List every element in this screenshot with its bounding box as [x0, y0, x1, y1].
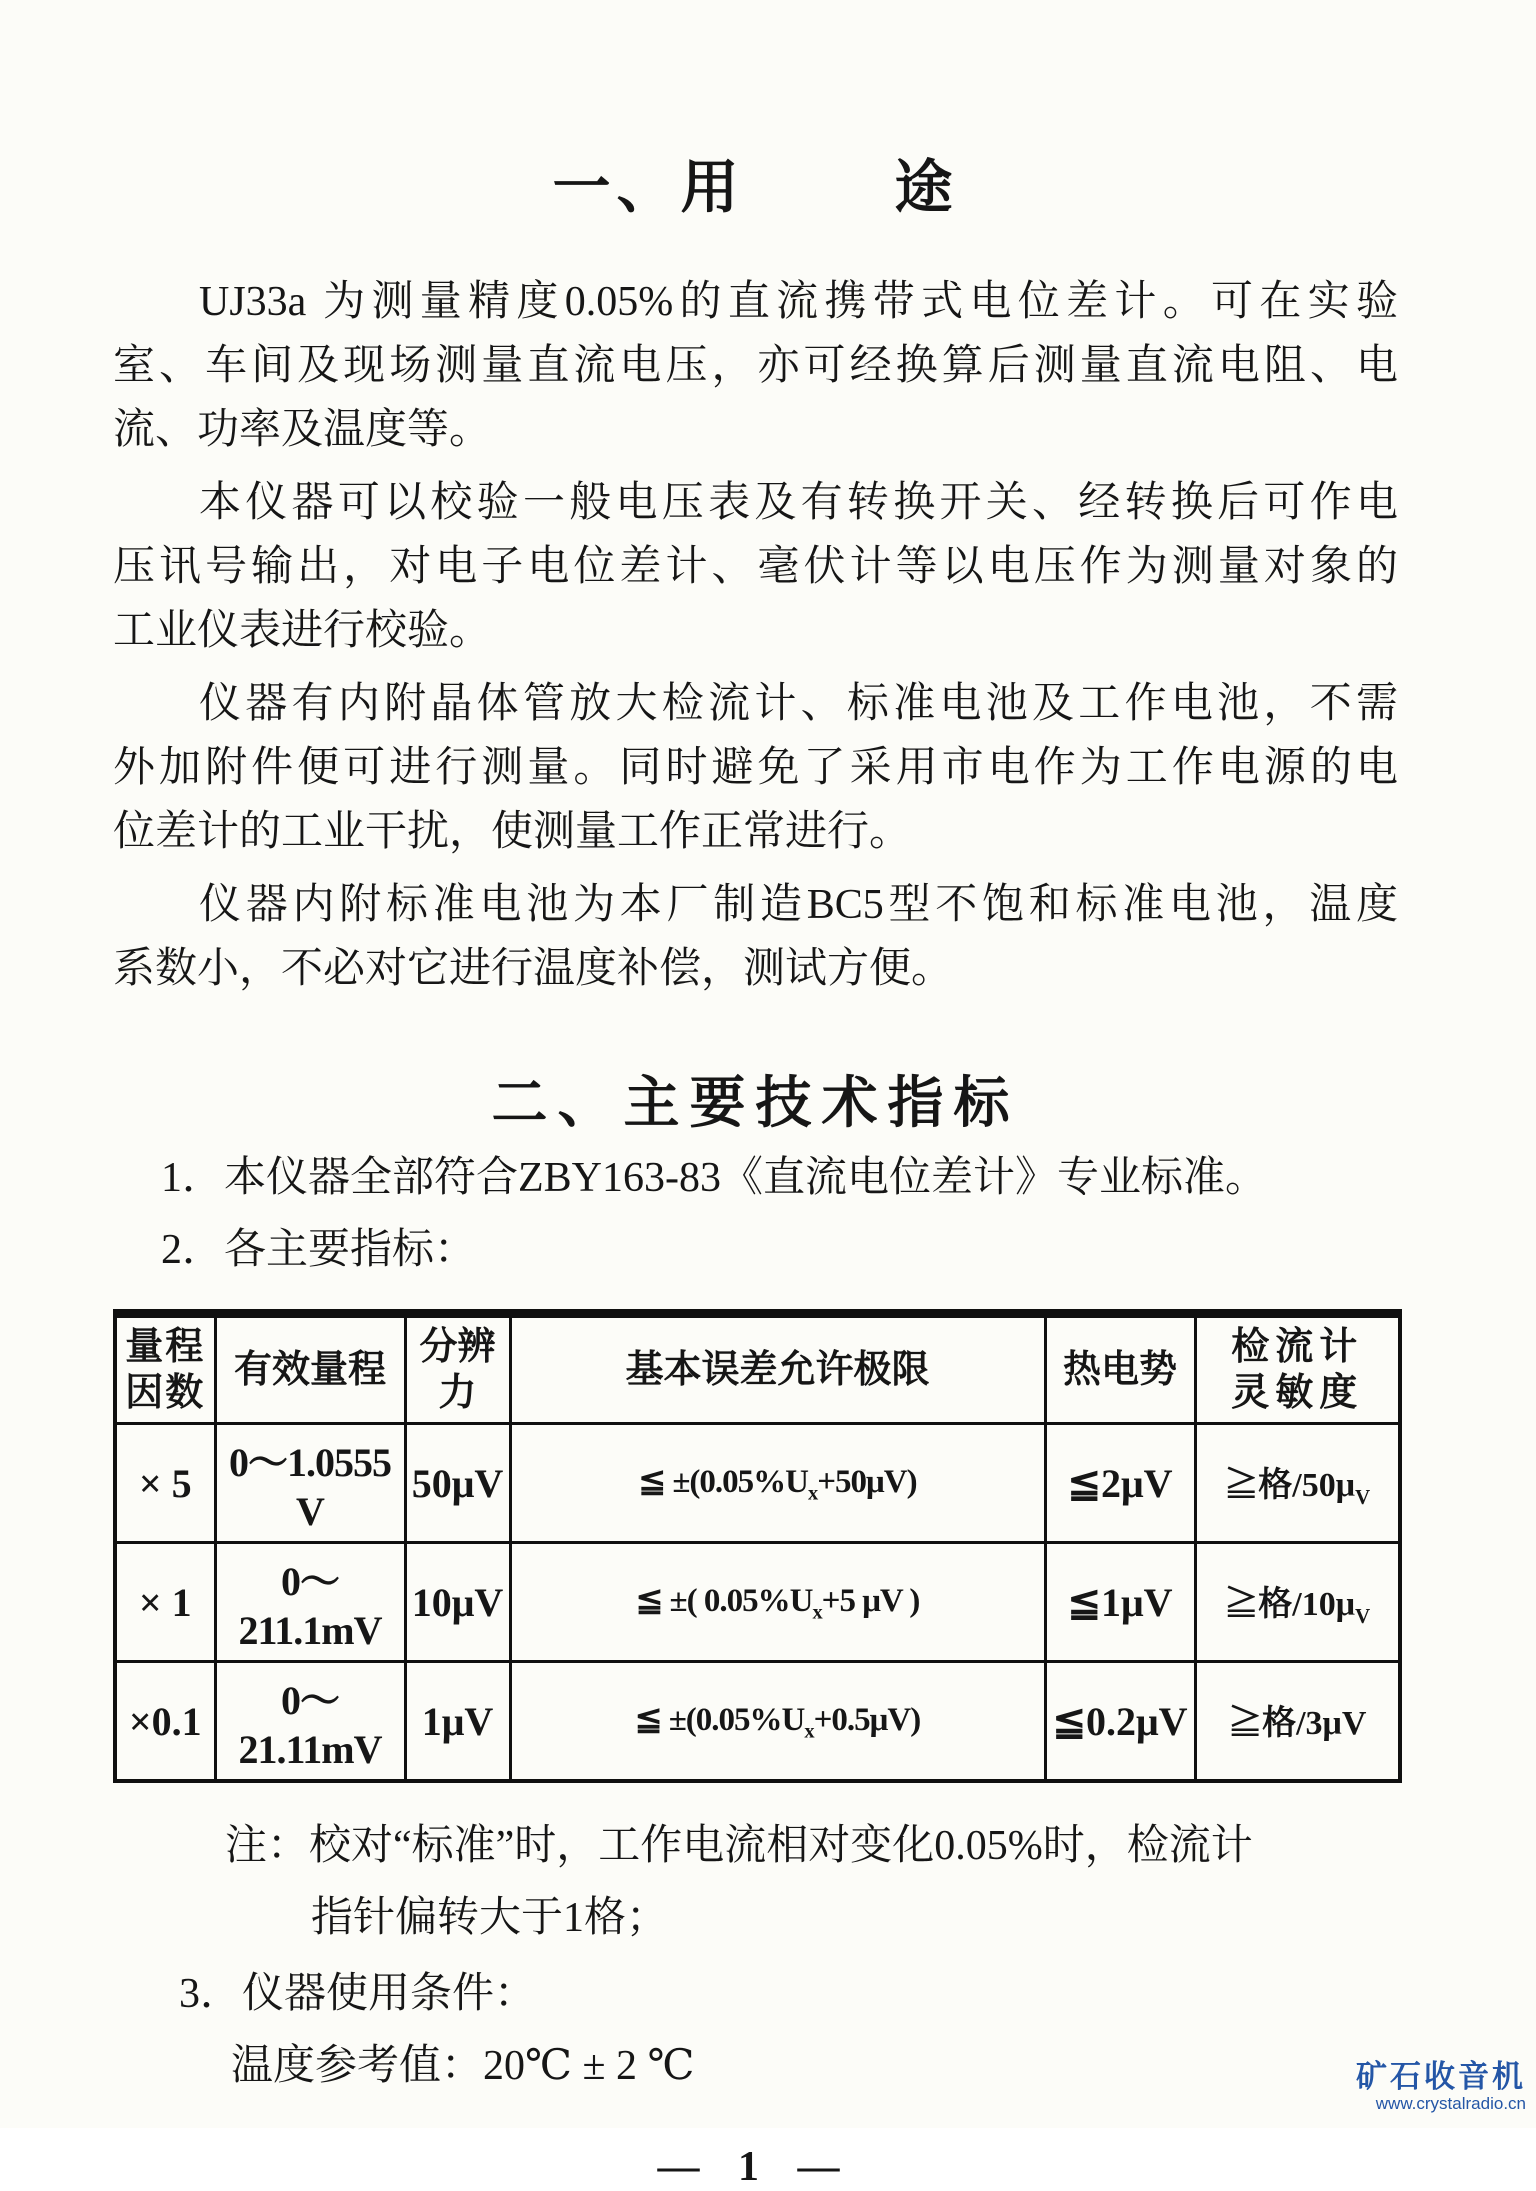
- section1-title: [113, 0, 1398, 224]
- section2-number: 二、: [491, 1073, 624, 1135]
- sensitivity-sub: V: [1355, 1484, 1371, 1509]
- table-header-row: [115, 1314, 1400, 1424]
- paragraph: [113, 471, 1398, 663]
- cell-resolution: 10μV: [405, 1543, 510, 1662]
- text-line: 工业仪表进行校验。: [113, 608, 492, 654]
- cell-error-limit: [510, 1662, 1045, 1782]
- text-line: 系数小，不必对它进行温度补偿，测试方便。: [113, 946, 954, 992]
- text-line: 本仪器可以校验一般电压表及有转换开关、经转换后可作电: [199, 480, 1398, 526]
- text-line: 压讯号输出，对电子电位差计、毫伏计等以电压作为测量对象的: [113, 544, 1398, 590]
- section1-title-word2: 途: [894, 155, 959, 220]
- list-item-2: 2．各主要指标：: [161, 1227, 477, 1273]
- watermark-site-name: 矿石收音机: [1356, 2058, 1526, 2094]
- sensitivity-sub: V: [1355, 1603, 1371, 1628]
- header-thermal-emf: 热电势: [1045, 1314, 1195, 1424]
- temperature-reference-line: 温度参考值：20℃ ± 2 ℃: [231, 2043, 695, 2089]
- text-line: 仪器内附标准电池为本厂制造BC5型不饱和标准电池，温度: [199, 882, 1398, 928]
- cell-error-limit: [510, 1424, 1045, 1543]
- header-line: 灵敏度: [1231, 1372, 1364, 1414]
- paragraph: [113, 270, 1398, 462]
- cell-sensitivity: [1195, 1424, 1400, 1543]
- cell-range-factor: × 1: [115, 1543, 215, 1662]
- cell-sensitivity: [1195, 1543, 1400, 1662]
- sensitivity-part: ≧格/3μV: [1228, 1704, 1367, 1742]
- sensitivity-part: ≧格/10μ: [1224, 1585, 1355, 1623]
- page-number: — 1 —: [657, 2144, 854, 2190]
- header-galvanometer-sensitivity: [1195, 1314, 1400, 1424]
- section1-title-word1: 用: [680, 155, 745, 220]
- text-line: UJ33a 为测量精度0.05%的直流携带式电位差计。可在实验: [199, 279, 1398, 325]
- error-formula-part: +50μV): [817, 1463, 917, 1500]
- paragraph: [113, 873, 1398, 1001]
- table-row: [115, 1424, 1400, 1543]
- section1-number: 一、: [552, 155, 681, 220]
- table-note-line2: 指针偏转大于1格；: [311, 1895, 669, 1941]
- cell-range-factor: ×0.1: [115, 1662, 215, 1782]
- error-formula-part: ≦ ±(0.05%U: [634, 1701, 805, 1738]
- header-resolution: 分辨力: [405, 1314, 510, 1424]
- cell-effective-range: 0～21.11mV: [215, 1662, 405, 1782]
- page-content: [113, 0, 1398, 2191]
- error-formula-sub: x: [808, 1482, 818, 1505]
- text-line: 外加附件便可进行测量。同时避免了采用市电作为工作电源的电: [113, 745, 1398, 791]
- note-text: 校对“标准”时，工作电流相对变化0.05%时，检流计: [309, 1823, 1253, 1869]
- cell-resolution: 50μV: [405, 1424, 510, 1543]
- error-formula-part: +0.5μV): [813, 1701, 921, 1738]
- watermark: [1356, 2059, 1526, 2114]
- list-item-3: 3．仪器使用条件：: [179, 1971, 537, 2017]
- error-formula-part: ≦ ±(0.05%U: [638, 1463, 809, 1500]
- sensitivity-part: ≧格/50μ: [1224, 1466, 1355, 1504]
- header-line: 量程: [125, 1326, 206, 1368]
- cell-resolution: 1μV: [405, 1662, 510, 1782]
- paragraph: [113, 672, 1398, 864]
- text-line: 仪器有内附晶体管放大检流计、标准电池及工作电池，不需: [199, 681, 1398, 727]
- cell-thermal-emf: ≦0.2μV: [1045, 1662, 1195, 1782]
- error-formula-sub: x: [812, 1601, 822, 1624]
- cell-error-limit: [510, 1543, 1045, 1662]
- error-formula-sub: x: [804, 1720, 814, 1743]
- section2-title-text: 主要技术指标: [623, 1073, 1020, 1135]
- table-note-line1: [225, 1813, 1398, 1879]
- watermark-site-url: www.crystalradio.cn: [1375, 2094, 1526, 2114]
- section2-title: [113, 1059, 1398, 1139]
- error-formula-part: +5 μV ): [821, 1582, 920, 1619]
- note-label: 注：: [225, 1823, 310, 1869]
- header-error-limit: 基本误差允许极限: [510, 1314, 1045, 1424]
- cell-thermal-emf: ≦2μV: [1045, 1424, 1195, 1543]
- header-range-factor: [115, 1314, 215, 1424]
- header-line: 因数: [125, 1372, 206, 1414]
- header-effective-range: 有效量程: [215, 1314, 405, 1424]
- cell-range-factor: × 5: [115, 1424, 215, 1543]
- error-formula-part: ≦ ±( 0.05%U: [635, 1582, 813, 1619]
- cell-sensitivity: [1195, 1662, 1400, 1782]
- cell-thermal-emf: ≦1μV: [1045, 1543, 1195, 1662]
- cell-effective-range: 0～211.1mV: [215, 1543, 405, 1662]
- spec-table: [113, 1309, 1402, 1783]
- text-line: 流、功率及温度等。: [113, 407, 492, 453]
- cell-effective-range: 0～1.0555 V: [215, 1424, 405, 1543]
- header-line: 检流计: [1231, 1326, 1364, 1368]
- text-line: 室、车间及现场测量直流电压，亦可经换算后测量直流电阻、电: [113, 343, 1398, 389]
- list-item-1: 1．本仪器全部符合ZBY163-83《直流电位差计》专业标准。: [161, 1155, 1267, 1201]
- text-line: 位差计的工业干扰，使测量工作正常进行。: [113, 809, 912, 855]
- intro-text: [113, 270, 1398, 1001]
- table-row: [115, 1543, 1400, 1662]
- table-row: [115, 1662, 1400, 1782]
